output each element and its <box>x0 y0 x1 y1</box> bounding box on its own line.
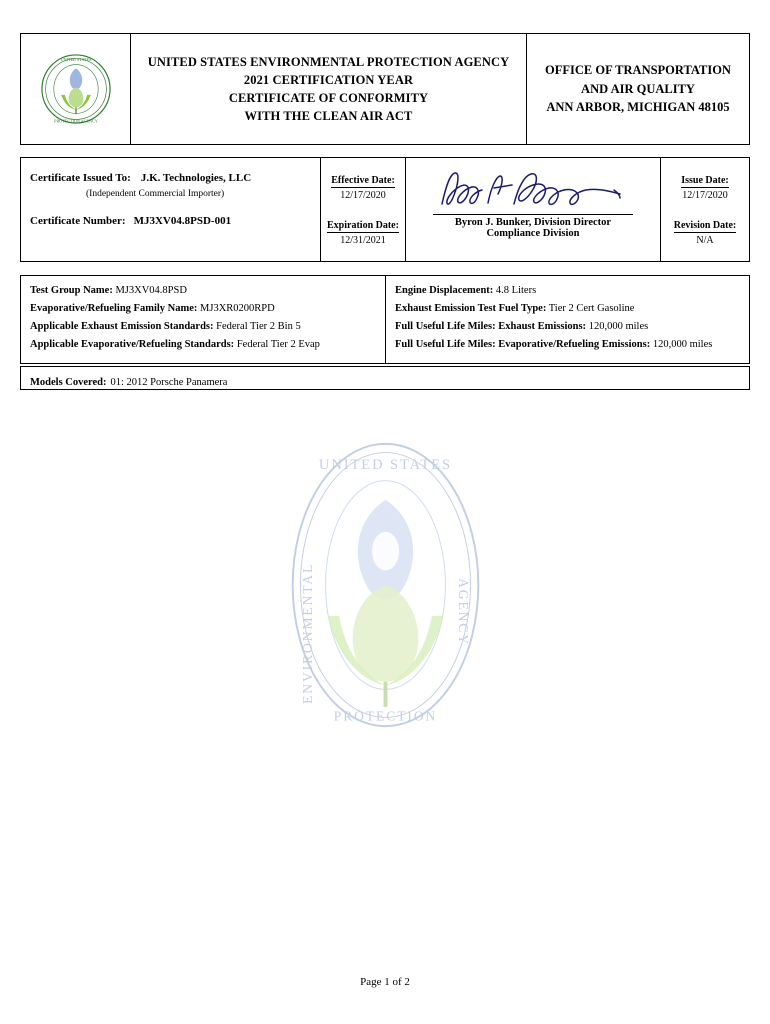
agency-line-1: UNITED STATES ENVIRONMENTAL PROTECTION AGENCY <box>147 54 510 69</box>
revision-date-group <box>661 215 749 246</box>
header-seal-cell <box>21 34 131 144</box>
effective-date-label: Effective Date: <box>331 175 395 186</box>
issue-date-value: 12/17/2020 <box>682 190 728 201</box>
signer-name: Byron J. Bunker, Division Director <box>454 217 612 228</box>
effective-date-group <box>321 170 405 201</box>
handwritten-signature <box>406 158 660 214</box>
fuel-type-value: Tier 2 Cert Gasoline <box>548 303 635 314</box>
useful-life-exhaust-value: 120,000 miles <box>588 321 649 332</box>
epa-seal-icon <box>39 52 113 126</box>
models-covered-label: Models Covered: <box>30 377 107 388</box>
issued-to-value: J.K. Technologies, LLC <box>140 172 252 184</box>
fuel-type-label: Exhaust Emission Test Fuel Type: <box>395 303 547 314</box>
exhaust-standards-value: Federal Tier 2 Bin 5 <box>216 321 301 332</box>
evap-standards-row <box>30 339 385 350</box>
svg-text:UNITED STATES: UNITED STATES <box>60 56 91 62</box>
test-group-left-column <box>21 276 386 363</box>
test-group-name-value: MJ3XV04.8PSD <box>115 285 187 296</box>
signature-cell <box>406 158 661 261</box>
test-group-right-column <box>386 276 749 363</box>
epa-seal-watermark <box>288 440 483 730</box>
revision-date-label: Revision Date: <box>673 220 737 231</box>
issue-date-label: Issue Date: <box>681 175 729 186</box>
office-line-3: ANN ARBOR, MICHIGAN 48105 <box>546 100 730 115</box>
test-group-block <box>20 275 750 364</box>
useful-life-evap-row <box>395 339 749 350</box>
engine-displacement-value: 4.8 Liters <box>495 285 537 296</box>
issue-date-group <box>661 170 749 201</box>
issue-dates-cell <box>661 158 749 261</box>
svg-text:ENVIRONMENTAL: ENVIRONMENTAL <box>300 562 316 704</box>
effective-date-value: 12/17/2020 <box>340 190 386 201</box>
expiration-date-group <box>321 215 405 246</box>
certificate-dates-cell <box>321 158 406 261</box>
evap-family-row <box>30 303 385 314</box>
useful-life-evap-value: 120,000 miles <box>652 339 713 350</box>
certificate-info-block <box>20 157 750 262</box>
test-group-name-label: Test Group Name: <box>30 285 113 296</box>
test-group-name-row <box>30 285 385 296</box>
issued-to-label: Certificate Issued To: <box>30 172 131 184</box>
exhaust-standards-row <box>30 321 385 332</box>
agency-line-4: WITH THE CLEAN AIR ACT <box>244 109 413 124</box>
certificate-number-label: Certificate Number: <box>30 215 126 227</box>
fuel-type-row <box>395 303 749 314</box>
header-office-title <box>527 34 749 144</box>
office-line-1: OFFICE OF TRANSPORTATION <box>545 62 731 77</box>
models-covered-value: 01: 2012 Porsche Panamera <box>110 377 228 388</box>
engine-displacement-row <box>395 285 749 296</box>
engine-displacement-label: Engine Displacement: <box>395 285 494 296</box>
exhaust-standards-label: Applicable Exhaust Emission Standards: <box>30 321 214 332</box>
signer-division: Compliance Division <box>486 228 580 239</box>
expiration-date-value: 12/31/2021 <box>340 235 386 246</box>
svg-text:PROTECTION: PROTECTION <box>333 708 438 724</box>
evap-family-value: MJ3XR0200RPD <box>200 303 275 314</box>
certificate-issuee-cell <box>21 158 321 261</box>
svg-text:AGENCY: AGENCY <box>455 578 471 647</box>
evap-standards-value: Federal Tier 2 Evap <box>236 339 320 350</box>
header-agency-title <box>131 34 527 144</box>
document-header <box>20 33 750 145</box>
expiration-date-label: Expiration Date: <box>327 220 399 231</box>
page-footer: Page 1 of 2 <box>360 976 410 988</box>
evap-family-label: Evaporative/Refueling Family Name: <box>30 303 198 314</box>
models-covered-block <box>20 366 750 390</box>
svg-text:UNITED STATES: UNITED STATES <box>318 457 453 473</box>
useful-life-exhaust-row <box>395 321 749 332</box>
revision-date-value: N/A <box>696 235 714 246</box>
agency-line-2: 2021 CERTIFICATION YEAR <box>243 72 414 87</box>
useful-life-exhaust-label: Full Useful Life Miles: Exhaust Emissions: <box>395 321 587 332</box>
issued-to-note: (Independent Commercial Importer) <box>86 189 225 199</box>
signature-line <box>433 214 633 215</box>
useful-life-evap-label: Full Useful Life Miles: Evaporative/Refueling Emissions: <box>395 339 651 350</box>
certificate-number-value: MJ3XV04.8PSD-001 <box>133 215 232 227</box>
agency-line-3: CERTIFICATE OF CONFORMITY <box>228 91 429 105</box>
evap-standards-label: Applicable Evaporative/Refueling Standards: <box>30 339 235 350</box>
svg-text:PROTECTION AGENCY: PROTECTION AGENCY <box>53 118 98 124</box>
office-line-2: AND AIR QUALITY <box>581 81 695 96</box>
